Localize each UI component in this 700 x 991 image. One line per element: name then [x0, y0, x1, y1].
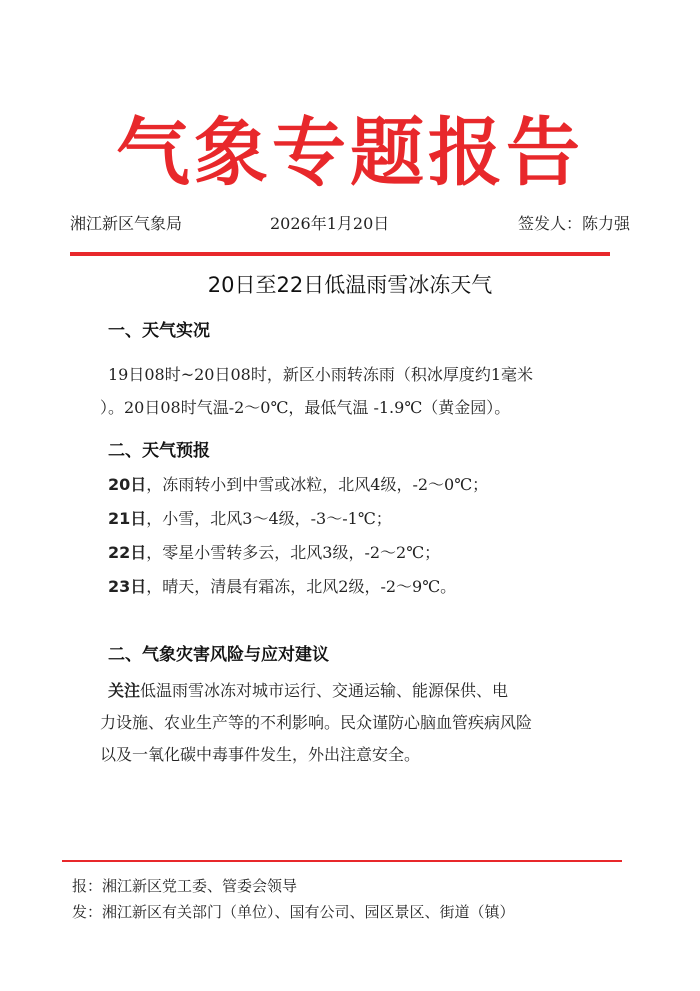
- observation-line-2: ）。20日08时气温-2～0℃，最低气温 -1.9℃（黄金园）。: [100, 398, 511, 417]
- section-heading-risk-advice: 二、气象灾害风险与应对建议: [108, 645, 329, 665]
- advice-text: 低温雨雪冰冻对城市运行、交通运输、能源保供、电: [140, 681, 509, 700]
- forecast-day: 22日: [108, 543, 147, 562]
- forecast-item: [108, 470, 488, 500]
- advice-line-3: 以及一氧化碳中毒事件发生，外出注意安全。: [100, 745, 421, 764]
- report-recipients: 报：湘江新区党工委、管委会领导: [72, 877, 298, 895]
- observation-line-1: 19日08时~20日08时，新区小雨转冻雨（积冰厚度约1毫米: [108, 365, 534, 384]
- document-title: 20日至22日低温雨雪冰冻天气: [207, 273, 493, 297]
- masthead-title: 气象专题报告: [116, 110, 584, 196]
- issuing-agency: 湘江新区气象局: [70, 214, 183, 233]
- forecast-day: 23日: [108, 577, 147, 596]
- forecast-text: ，小雪，北风3～4级，-3～-1℃；: [146, 509, 392, 528]
- forecast-day: 21日: [108, 509, 147, 528]
- forecast-text: ，冻雨转小到中雪或冰粒，北风4级，-2～0℃；: [146, 475, 489, 494]
- forecast-item: [108, 504, 392, 534]
- issue-date: 2026年1月20日: [270, 214, 390, 233]
- signer: 签发人：陈力强: [517, 214, 630, 233]
- header-divider: [70, 252, 610, 256]
- advice-line-2: 力设施、农业生产等的不利影响。民众谨防心脑血管疾病风险: [100, 713, 533, 732]
- forecast-text: ，晴天，清晨有霜冻，北风2级，-2～9℃。: [146, 577, 457, 596]
- forecast-text: ，零星小雪转多云，北风3级，-2～2℃；: [146, 543, 441, 562]
- distribution-recipients: 发：湘江新区有关部门（单位）、国有公司、园区景区、街道（镇）: [72, 903, 515, 921]
- footer-divider: [62, 860, 622, 862]
- forecast-item: [108, 538, 440, 568]
- section-heading-observations: 一、天气实况: [108, 321, 210, 341]
- section-heading-forecast: 二、天气预报: [108, 441, 210, 461]
- issuer-row: [70, 210, 630, 238]
- forecast-day: 20日: [108, 475, 147, 494]
- forecast-item: [108, 572, 456, 602]
- advice-lead: 关注: [108, 681, 141, 700]
- advice-line-1: [108, 676, 508, 706]
